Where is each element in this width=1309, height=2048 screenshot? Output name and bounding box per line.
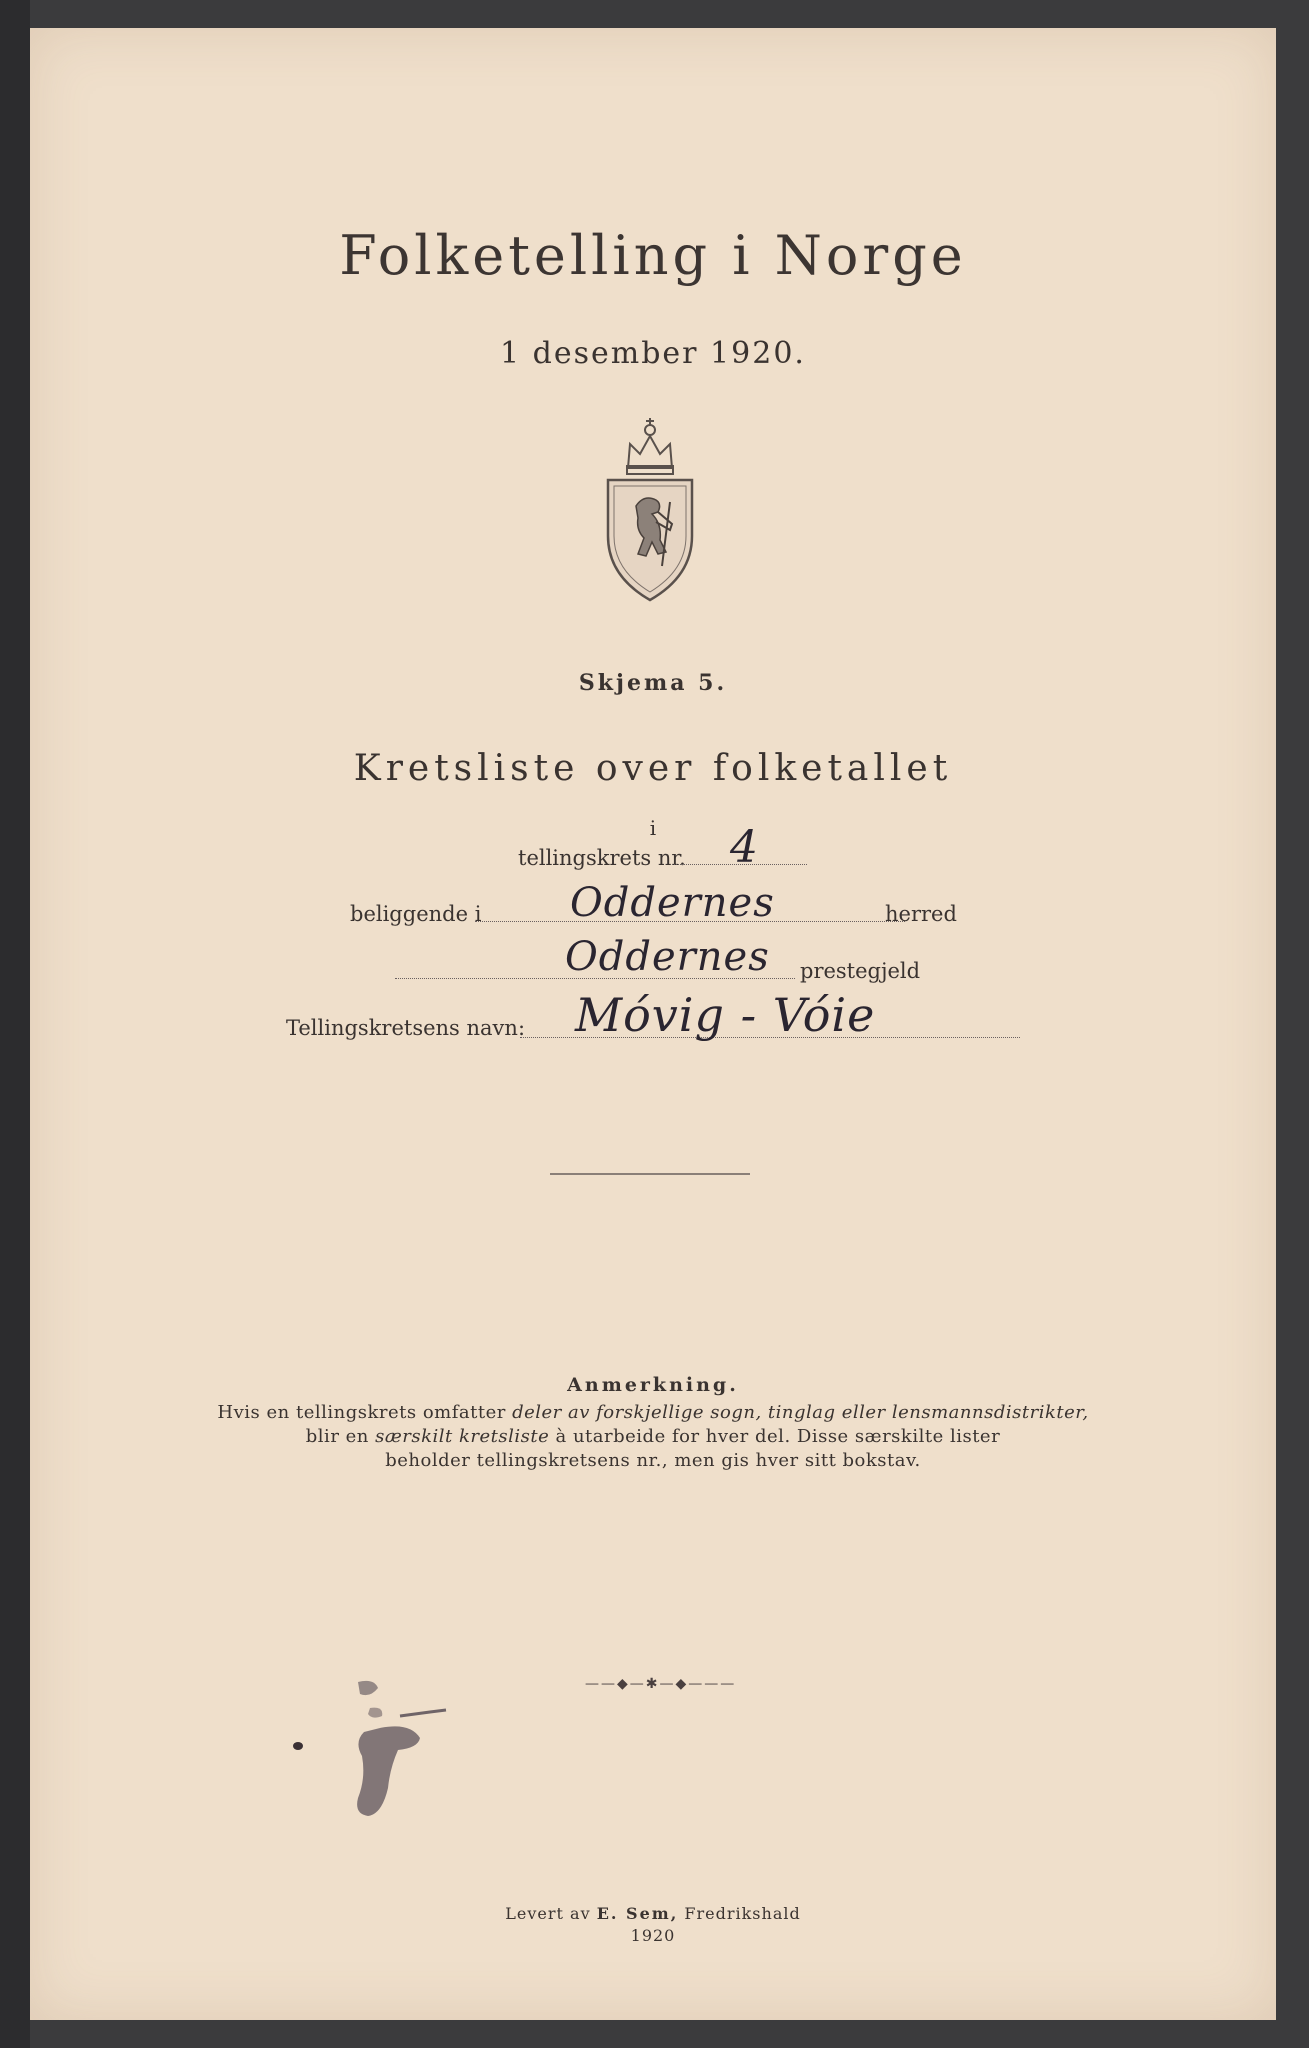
remark-line-1-text: Hvis en tellingskrets omfatter bbox=[217, 1402, 513, 1423]
remark-line-2-emphasis: særskilt kretsliste bbox=[375, 1426, 550, 1447]
tellingskrets-value[interactable]: 4 bbox=[730, 822, 759, 873]
census-date: 1 desember 1920. bbox=[500, 336, 806, 371]
printer-year: 1920 bbox=[630, 1926, 676, 1945]
remark-line-2-text: blir en bbox=[305, 1426, 376, 1447]
remark-line-1 bbox=[30, 1402, 1276, 1423]
herred-value[interactable]: Oddernes bbox=[570, 880, 775, 926]
remark-line-3: beholder tellingskretsens nr., men gis hver sitt bokstav. bbox=[385, 1450, 921, 1471]
remark-line-2-tail: à utarbeide for hver del. Disse særskilte lister bbox=[549, 1426, 1001, 1447]
tellingskrets-label: tellingskrets nr. bbox=[518, 846, 686, 870]
printer-location: Fredrikshald bbox=[678, 1904, 801, 1923]
printer-credit bbox=[30, 1904, 1276, 1923]
preposition-text: i bbox=[649, 816, 657, 840]
divider-rule bbox=[550, 1173, 750, 1175]
prestegjeld-label: prestegjeld bbox=[800, 959, 921, 983]
remark-line-2 bbox=[30, 1426, 1276, 1447]
remark-line-1-emphasis: deler av forskjellige sogn, tinglag eller lensmannsdistrikter, bbox=[512, 1402, 1089, 1423]
navn-label: Tellingskretsens navn: bbox=[286, 1016, 526, 1040]
prestegjeld-value[interactable]: Oddernes bbox=[565, 934, 770, 980]
printer-name: E. Sem, bbox=[596, 1904, 679, 1923]
list-title: Kretsliste over folketallet bbox=[353, 748, 953, 789]
ink-stain-icon bbox=[270, 1638, 510, 1848]
census-form-page bbox=[30, 28, 1276, 2020]
printer-prefix: Levert av bbox=[505, 1904, 597, 1923]
remark-heading: Anmerkning. bbox=[567, 1374, 739, 1396]
beliggende-label: beliggende i bbox=[350, 902, 482, 926]
ornament-divider-icon: ——◆—✱—◆——— bbox=[585, 1676, 737, 1692]
schema-number: Skjema 5. bbox=[578, 670, 728, 696]
herred-label: herred bbox=[885, 902, 957, 926]
navn-value[interactable]: Móvig - Vóie bbox=[575, 988, 876, 1042]
form-title: Folketelling i Norge bbox=[339, 224, 967, 287]
scan-border bbox=[0, 0, 30, 2048]
norwegian-coat-of-arms-icon bbox=[600, 406, 700, 606]
